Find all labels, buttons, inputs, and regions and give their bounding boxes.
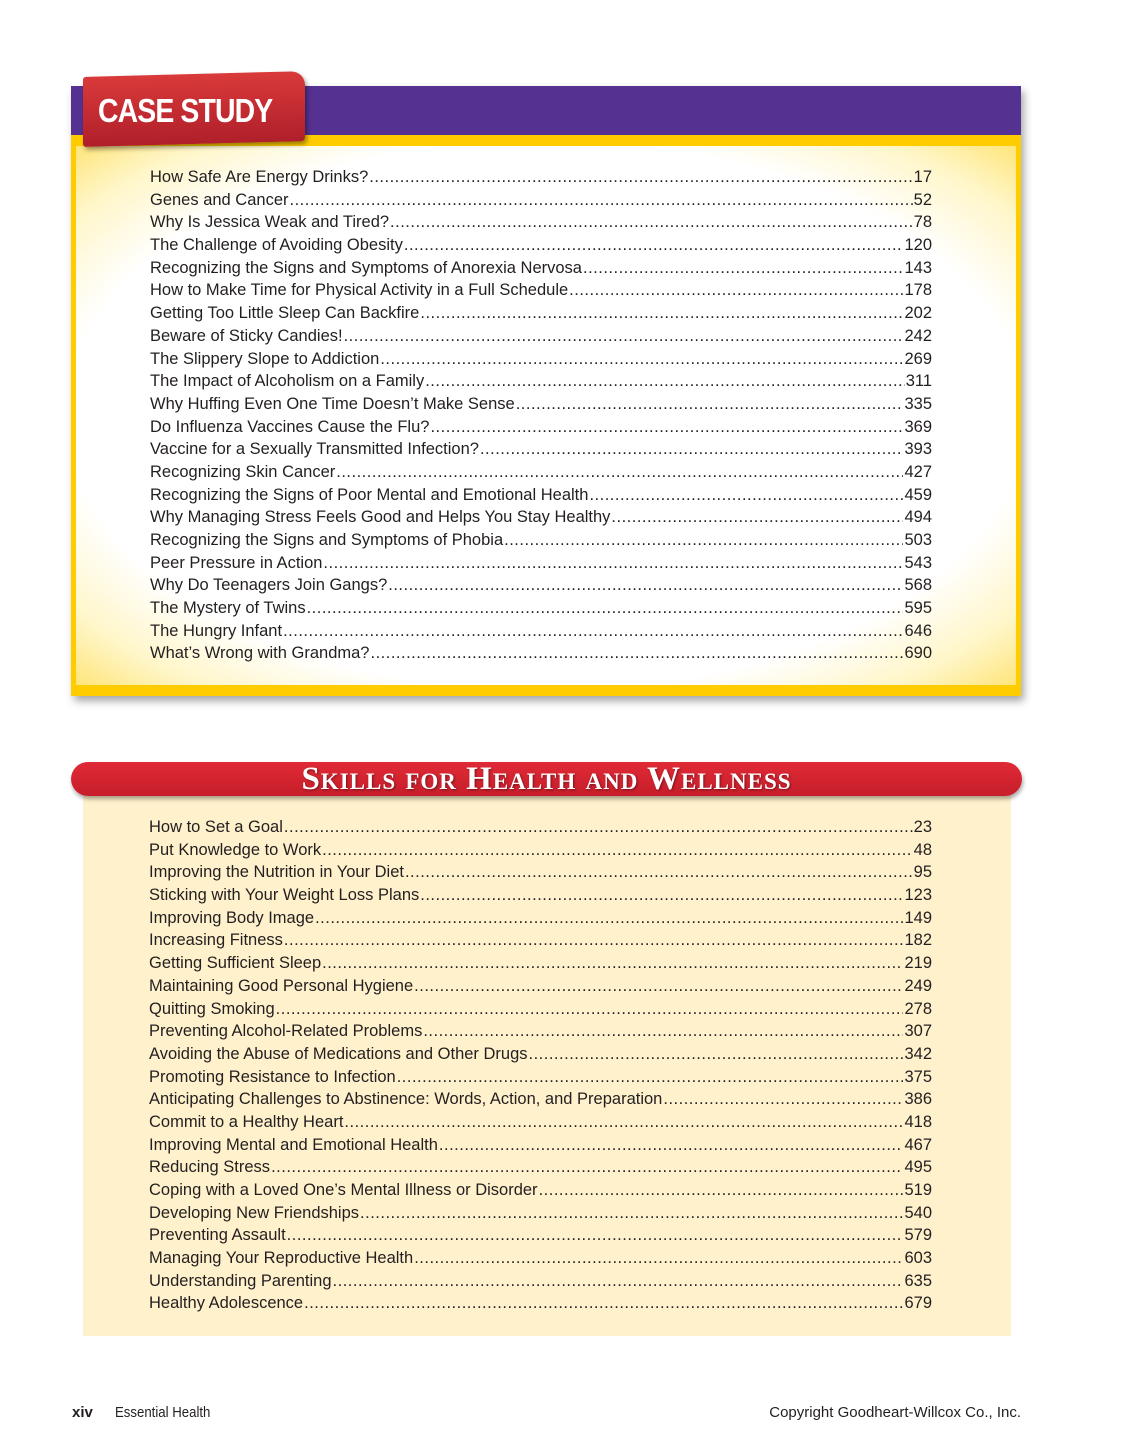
toc-entry [150, 642, 932, 665]
toc-entry-page: 202 [904, 304, 932, 323]
toc-entry-page: 178 [904, 281, 932, 300]
toc-entry-page: 540 [904, 1203, 932, 1222]
toc-entry [150, 620, 932, 643]
toc-entry [149, 1179, 932, 1202]
toc-entry [149, 1043, 932, 1066]
toc-entry-title: Managing Your Reproductive Health [149, 1249, 414, 1268]
toc-entry-page: 95 [913, 863, 932, 882]
case-study-list [150, 166, 932, 665]
toc-entry-title: Peer Pressure in Action [150, 553, 323, 572]
footer-left [72, 1404, 223, 1421]
toc-entry-title: Getting Sufficient Sleep [149, 954, 322, 973]
toc-entry-title: Understanding Parenting [149, 1271, 332, 1290]
toc-entry [150, 416, 932, 439]
dot-leader [336, 461, 903, 484]
toc-entry-page: 467 [904, 1135, 932, 1154]
dot-leader [344, 1111, 903, 1134]
toc-entry-page: 543 [904, 553, 932, 572]
toc-entry [150, 189, 932, 212]
toc-entry-page: 494 [904, 508, 932, 527]
toc-entry [149, 839, 932, 862]
dot-leader [284, 929, 904, 952]
dot-leader [333, 1270, 904, 1293]
toc-entry-page: 182 [904, 931, 932, 950]
dot-leader [504, 529, 903, 552]
toc-entry-page: 335 [904, 394, 932, 413]
toc-entry [150, 506, 932, 529]
toc-entry [149, 1247, 932, 1270]
dot-leader [397, 1066, 904, 1089]
toc-entry [149, 1292, 932, 1315]
toc-entry-title: Put Knowledge to Work [149, 840, 322, 859]
toc-entry-title: Increasing Fitness [149, 931, 283, 950]
dot-leader [388, 574, 903, 597]
dot-leader [390, 211, 913, 234]
toc-entry [150, 257, 932, 280]
dot-leader [414, 1247, 903, 1270]
toc-entry-title: Avoiding the Abuse of Medications and Other Drugs [149, 1044, 528, 1063]
toc-entry-title: Improving Mental and Emotional Health [149, 1135, 438, 1154]
toc-entry [150, 438, 932, 461]
toc-entry [150, 552, 932, 575]
toc-entry-title: Commit to a Healthy Heart [149, 1112, 344, 1131]
toc-entry [149, 861, 932, 884]
dot-leader [414, 975, 903, 998]
toc-entry [150, 370, 932, 393]
toc-entry [149, 1224, 932, 1247]
toc-entry-page: 519 [904, 1181, 932, 1199]
toc-entry-title: Recognizing the Signs and Symptoms of Phobia [150, 531, 504, 549]
toc-entry-title: Maintaining Good Personal Hygiene [149, 976, 414, 995]
dot-leader [404, 234, 904, 257]
toc-entry [150, 166, 932, 189]
dot-leader [439, 1134, 904, 1157]
toc-entry [150, 574, 932, 597]
toc-entry [149, 816, 932, 839]
toc-entry-title: The Hungry Infant [150, 621, 283, 640]
toc-entry [150, 302, 932, 325]
toc-entry-title: Sticking with Your Weight Loss Plans [149, 886, 420, 905]
toc-entry [149, 1111, 932, 1134]
toc-entry-page: 342 [904, 1044, 932, 1063]
toc-entry-page: 375 [904, 1067, 932, 1086]
dot-leader [283, 620, 903, 643]
dot-leader [271, 1156, 903, 1179]
dot-leader [290, 189, 913, 212]
toc-entry-title: How to Set a Goal [149, 818, 283, 836]
toc-entry-title: Preventing Alcohol-Related Problems [149, 1022, 423, 1041]
dot-leader [322, 952, 903, 975]
toc-entry [150, 279, 932, 302]
toc-entry [150, 325, 932, 348]
toc-entry-title: Getting Too Little Sleep Can Backfire [150, 304, 420, 323]
toc-entry [149, 929, 932, 952]
dot-leader [344, 325, 904, 348]
toc-entry-page: 579 [904, 1226, 932, 1245]
toc-entry-title: The Impact of Alcoholism on a Family [150, 372, 425, 391]
toc-entry [150, 348, 932, 371]
toc-entry-page: 369 [904, 417, 932, 436]
toc-entry-title: Developing New Friendships [149, 1203, 360, 1222]
toc-entry-page: 48 [913, 840, 932, 859]
dot-leader [276, 998, 904, 1021]
copyright-notice: Copyright Goodheart-Willcox Co., Inc. [769, 1404, 1021, 1421]
toc-entry-page: 679 [904, 1294, 932, 1313]
book-title: Essential Health [115, 1404, 211, 1421]
toc-entry [149, 1134, 932, 1157]
toc-entry-page: 242 [904, 326, 932, 345]
dot-leader [589, 484, 903, 507]
dot-leader [304, 1292, 903, 1315]
toc-entry-title: Why Huffing Even One Time Doesn’t Make Sense [150, 394, 515, 413]
toc-entry-page: 52 [913, 190, 932, 209]
skills-banner [71, 762, 1022, 796]
toc-entry-title: Reducing Stress [149, 1158, 271, 1177]
toc-entry-page: 149 [904, 908, 932, 927]
toc-entry-title: Do Influenza Vaccines Cause the Flu? [150, 417, 430, 436]
toc-entry-page: 17 [913, 168, 932, 186]
dot-leader [405, 861, 913, 884]
toc-entry-page: 690 [904, 644, 932, 663]
toc-entry [149, 884, 932, 907]
toc-entry-page: 269 [904, 349, 932, 368]
toc-entry [150, 461, 932, 484]
dot-leader [611, 506, 903, 529]
toc-entry-title: What’s Wrong with Grandma? [150, 644, 370, 663]
toc-entry [149, 1020, 932, 1043]
toc-entry-title: How to Make Time for Physical Activity in a Full Schedule [150, 281, 569, 300]
toc-entry-title: Why Managing Stress Feels Good and Helps You Stay Healthy [150, 508, 611, 527]
page-number: xiv [72, 1404, 93, 1421]
toc-entry-title: Coping with a Loved One’s Mental Illness or Disorder [149, 1181, 538, 1199]
toc-entry-title: The Challenge of Avoiding Obesity [150, 236, 403, 255]
dot-leader [420, 302, 903, 325]
toc-entry [150, 211, 932, 234]
dot-leader [529, 1043, 904, 1066]
toc-entry-page: 123 [904, 886, 932, 905]
toc-entry-page: 427 [904, 462, 932, 481]
toc-entry-page: 459 [904, 485, 932, 504]
dot-leader [370, 642, 903, 665]
dot-leader [323, 552, 903, 575]
dot-leader [480, 438, 904, 461]
dot-leader [539, 1179, 904, 1202]
toc-entry [149, 1202, 932, 1225]
toc-entry-page: 393 [904, 440, 932, 459]
skills-heading: Skills for Health and Wellness [301, 761, 792, 797]
toc-entry-title: Why Is Jessica Weak and Tired? [150, 213, 390, 232]
toc-entry [150, 529, 932, 552]
toc-entry-title: Preventing Assault [149, 1226, 286, 1245]
dot-leader [322, 839, 913, 862]
toc-entry-title: Anticipating Challenges to Abstinence: Words, Action, and Preparation [149, 1090, 663, 1109]
toc-entry [150, 484, 932, 507]
dot-leader [360, 1202, 903, 1225]
toc-entry-page: 307 [904, 1022, 932, 1041]
toc-entry-title: Quitting Smoking [149, 999, 275, 1018]
dot-leader [284, 816, 913, 839]
toc-entry-page: 603 [904, 1249, 932, 1268]
toc-entry-page: 278 [904, 999, 932, 1018]
toc-entry-title: Healthy Adolescence [149, 1294, 304, 1313]
toc-entry [150, 597, 932, 620]
dot-leader [315, 907, 903, 930]
case-study-heading: CASE STUDY [98, 92, 273, 129]
toc-entry-page: 311 [905, 372, 932, 391]
toc-entry-page: 249 [904, 976, 932, 995]
toc-entry-page: 418 [904, 1112, 932, 1131]
toc-entry [149, 1270, 932, 1293]
dot-leader [663, 1088, 903, 1111]
toc-entry-page: 595 [904, 599, 932, 618]
dot-leader [307, 597, 904, 620]
toc-entry-page: 495 [904, 1158, 932, 1177]
toc-entry-title: How Safe Are Energy Drinks? [150, 168, 369, 186]
toc-entry-title: Vaccine for a Sexually Transmitted Infection? [150, 440, 479, 459]
toc-entry-page: 646 [904, 621, 932, 640]
toc-entry-title: Why Do Teenagers Join Gangs? [150, 576, 388, 595]
toc-entry [150, 393, 932, 416]
toc-entry-title: Promoting Resistance to Infection [149, 1067, 396, 1086]
toc-entry-title: Recognizing the Signs of Poor Mental and Emotional Health [150, 485, 589, 504]
toc-entry-page: 143 [904, 258, 932, 277]
toc-entry-page: 78 [913, 213, 932, 232]
toc-entry [149, 1156, 932, 1179]
skills-list [149, 816, 932, 1315]
toc-entry-title: The Slippery Slope to Addiction [150, 349, 380, 368]
dot-leader [423, 1020, 903, 1043]
toc-entry-page: 503 [904, 531, 932, 549]
dot-leader [420, 884, 903, 907]
toc-entry-title: Improving the Nutrition in Your Diet [149, 863, 404, 882]
toc-entry-title: Beware of Sticky Candies! [150, 326, 343, 345]
toc-entry-title: Recognizing the Signs and Symptoms of Anorexia Nervosa [150, 258, 582, 277]
toc-entry [150, 234, 932, 257]
dot-leader [380, 348, 903, 371]
toc-entry [149, 1088, 932, 1111]
toc-entry [149, 975, 932, 998]
toc-entry-title: Recognizing Skin Cancer [150, 462, 336, 481]
toc-entry-title: The Mystery of Twins [150, 599, 306, 618]
dot-leader [287, 1224, 904, 1247]
dot-leader [583, 257, 903, 280]
dot-leader [369, 166, 912, 189]
toc-entry-page: 635 [904, 1271, 932, 1290]
toc-entry-title: Improving Body Image [149, 908, 315, 927]
dot-leader [569, 279, 903, 302]
toc-entry-page: 120 [904, 236, 932, 255]
toc-entry-page: 568 [904, 576, 932, 595]
toc-entry-page: 386 [904, 1090, 932, 1109]
toc-entry [149, 998, 932, 1021]
toc-entry [149, 907, 932, 930]
toc-entry [149, 1066, 932, 1089]
toc-entry-title: Genes and Cancer [150, 190, 289, 209]
toc-entry-page: 23 [913, 818, 932, 836]
dot-leader [430, 416, 903, 439]
toc-entry [149, 952, 932, 975]
toc-entry-page: 219 [904, 954, 932, 973]
dot-leader [425, 370, 904, 393]
dot-leader [516, 393, 904, 416]
